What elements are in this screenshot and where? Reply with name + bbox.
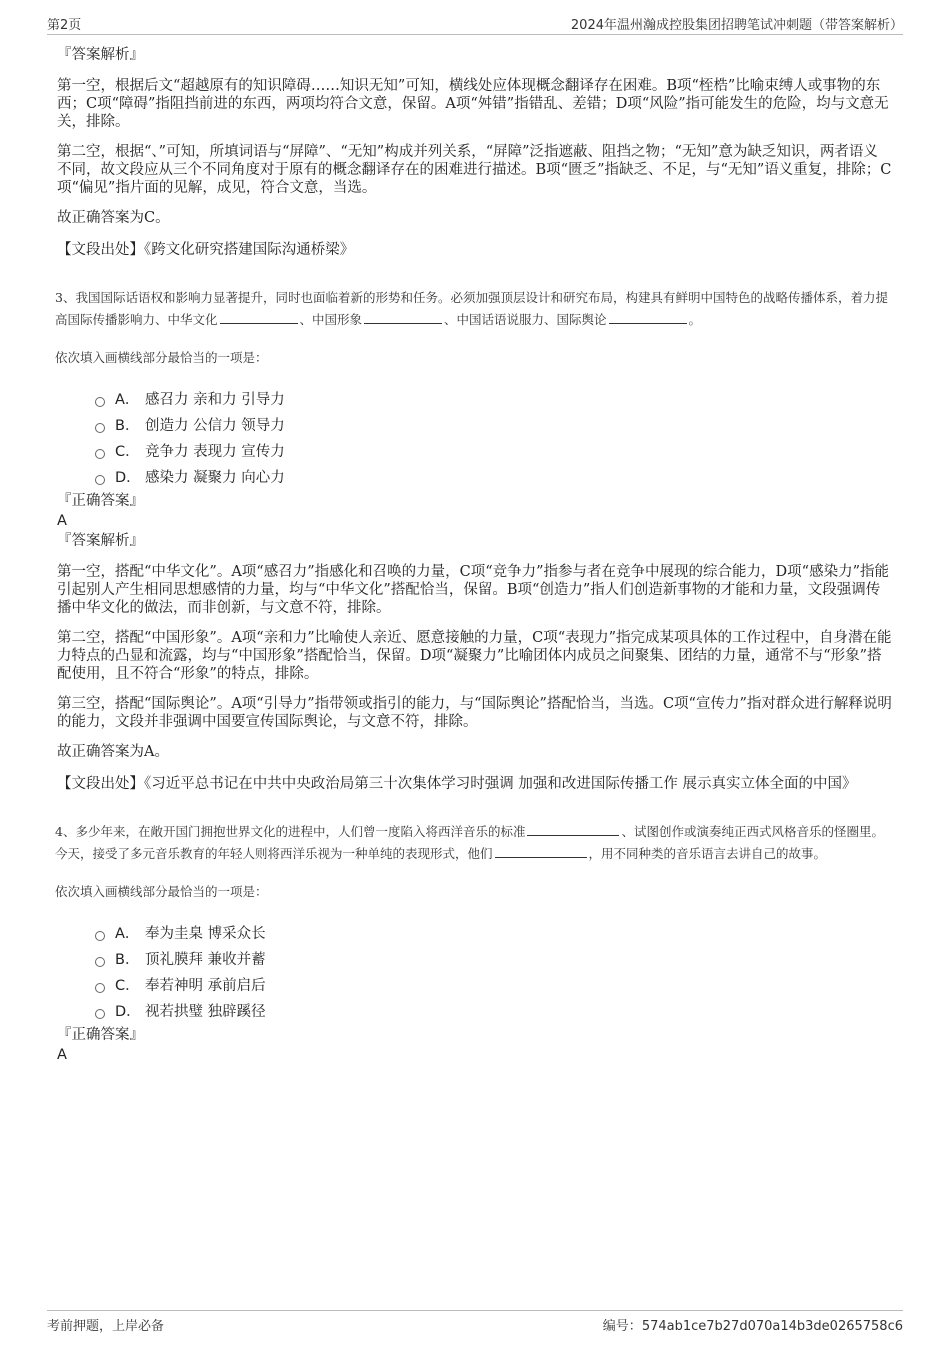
page-content [57, 45, 892, 1065]
radio-icon[interactable] [95, 1009, 105, 1019]
document-title: 2024年温州瀚成控股集团招聘笔试冲刺题（带答案解析） [570, 18, 903, 33]
fill-blank [220, 311, 298, 324]
analysis-conclusion: 故正确答案为A。 [57, 744, 169, 760]
correct-answer-label: 『正确答案』 [57, 493, 144, 509]
question-3 [57, 287, 892, 793]
radio-icon[interactable] [95, 397, 105, 407]
option-list [95, 921, 892, 1025]
fill-blank [364, 311, 442, 324]
radio-icon[interactable] [95, 957, 105, 967]
page-header [47, 12, 903, 35]
question-stem: 4、多少年来，在敞开国门拥抱世界文化的进程中，人们曾一度陷入将西洋音乐的标准 、试图创作或演奏纯正西式风格音乐的怪圈里。今天，接受了多元音乐教育的年轻人则将西洋乐视为一种单纯的表现形式，他们 ，用不同种类的音乐语言去讲自己的故事。 [55, 824, 884, 861]
option-a[interactable]: A． 感召力 亲和力 引导力 [95, 387, 892, 413]
previous-question-analysis [57, 45, 892, 259]
radio-icon[interactable] [95, 475, 105, 485]
option-a[interactable]: A． 奉为圭臬 博采众长 [95, 921, 892, 947]
analysis-paragraph: 第三空，搭配“国际舆论”。A项“引导力”指带领或指引的能力，与“国际舆论”搭配恰当，当选。C项“宣传力”指对群众进行解释说明的能力，文段并非强调中国要宣传国际舆论，与文意不符，排除。 [57, 696, 892, 730]
analysis-paragraph: 第二空，根据“、”可知，所填词语与“屏障”、“无知”构成并列关系，“屏障”泛指遮蔽、阻挡之物；“无知”意为缺乏知识，两者语义不同，故文段应从三个不同角度对于原有的概念翻译存在的困难进行描述。B项“匮乏”指缺乏、不足，与“无知”语义重复，排除；C项“偏见”指片面的见解，成见，符合文意，当选。 [57, 144, 892, 196]
radio-icon[interactable] [95, 449, 105, 459]
question-prompt: 依次填入画横线部分最恰当的一项是： [55, 350, 268, 365]
option-d[interactable]: D． 视若拱璧 独辟蹊径 [95, 999, 892, 1025]
option-b[interactable]: B． 顶礼膜拜 兼收并蓄 [95, 947, 892, 973]
analysis-conclusion: 故正确答案为C。 [57, 210, 170, 226]
option-c[interactable]: C． 奉若神明 承前启后 [95, 973, 892, 999]
radio-icon[interactable] [95, 983, 105, 993]
analysis-label: 『答案解析』 [57, 47, 144, 63]
fill-blank [609, 311, 687, 324]
question-stem: 3、我国国际话语权和影响力显著提升，同时也面临着新的形势和任务。必须加强顶层设计和研究布局，构建具有鲜明中国特色的战略传播体系，着力提高国际传播影响力、中华文化 、中国形象 、中国话语说服力、国际舆论 。 [55, 290, 888, 327]
question-prompt: 依次填入画横线部分最恰当的一项是： [55, 884, 268, 899]
text-source: 【文段出处】《跨文化研究搭建国际沟通桥梁》 [57, 242, 355, 258]
text-source: 【文段出处】《习近平总书记在中共中央政治局第三十次集体学习时强调 加强和改进国际传播工作 展示真实立体全面的中国》 [57, 776, 857, 792]
question-4 [57, 821, 892, 1065]
correct-answer: A [57, 1047, 67, 1063]
analysis-paragraph: 第一空，搭配“中华文化”。A项“感召力”指感化和召唤的力量，C项“竞争力”指参与者在竞争中展现的综合能力，D项“感染力”指能引起别人产生相同思想感情的力量，均与“中华文化”搭配恰当，保留。B项“创造力”指人们创造新事物的才能和力量，文段强调传播中华文化的做法，而非创新，与文意不符，排除。 [57, 564, 889, 616]
document-code: 编号：574ab1ce7b27d070a14b3de0265758c6 [602, 1319, 903, 1334]
page-number: 第2页 [47, 18, 82, 33]
footer-slogan: 考前押题，上岸必备 [47, 1319, 165, 1334]
fill-blank [495, 845, 587, 858]
radio-icon[interactable] [95, 931, 105, 941]
option-b[interactable]: B． 创造力 公信力 领导力 [95, 413, 892, 439]
analysis-paragraph: 第二空，搭配“中国形象”。A项“亲和力”比喻使人亲近、愿意接触的力量，C项“表现力”指完成某项具体的工作过程中，自身潜在能力特点的凸显和流露，均与“中国形象”搭配恰当，保留。D项“凝聚力”比喻团体内成员之间聚集、团结的力量，通常不与“形象”搭配使用，且不符合“形象”的特点，排除。 [57, 630, 892, 682]
correct-answer: A [57, 513, 67, 529]
analysis-label: 『答案解析』 [57, 533, 144, 549]
option-d[interactable]: D． 感染力 凝聚力 向心力 [95, 465, 892, 491]
analysis-paragraph: 第一空，根据后文“超越原有的知识障碍……知识无知”可知，横线处应体现概念翻译存在困难。B项“桎梏”比喻束缚人或事物的东西；C项“障碍”指阻挡前进的东西，两项均符合文意，保留。A项“舛错”指错乱、差错；D项“风险”指可能发生的危险，均与文意无关，排除。 [57, 78, 889, 130]
option-list [95, 387, 892, 491]
radio-icon[interactable] [95, 423, 105, 433]
option-c[interactable]: C． 竞争力 表现力 宣传力 [95, 439, 892, 465]
correct-answer-label: 『正确答案』 [57, 1027, 144, 1043]
page-footer [47, 1310, 903, 1333]
fill-blank [527, 823, 619, 836]
